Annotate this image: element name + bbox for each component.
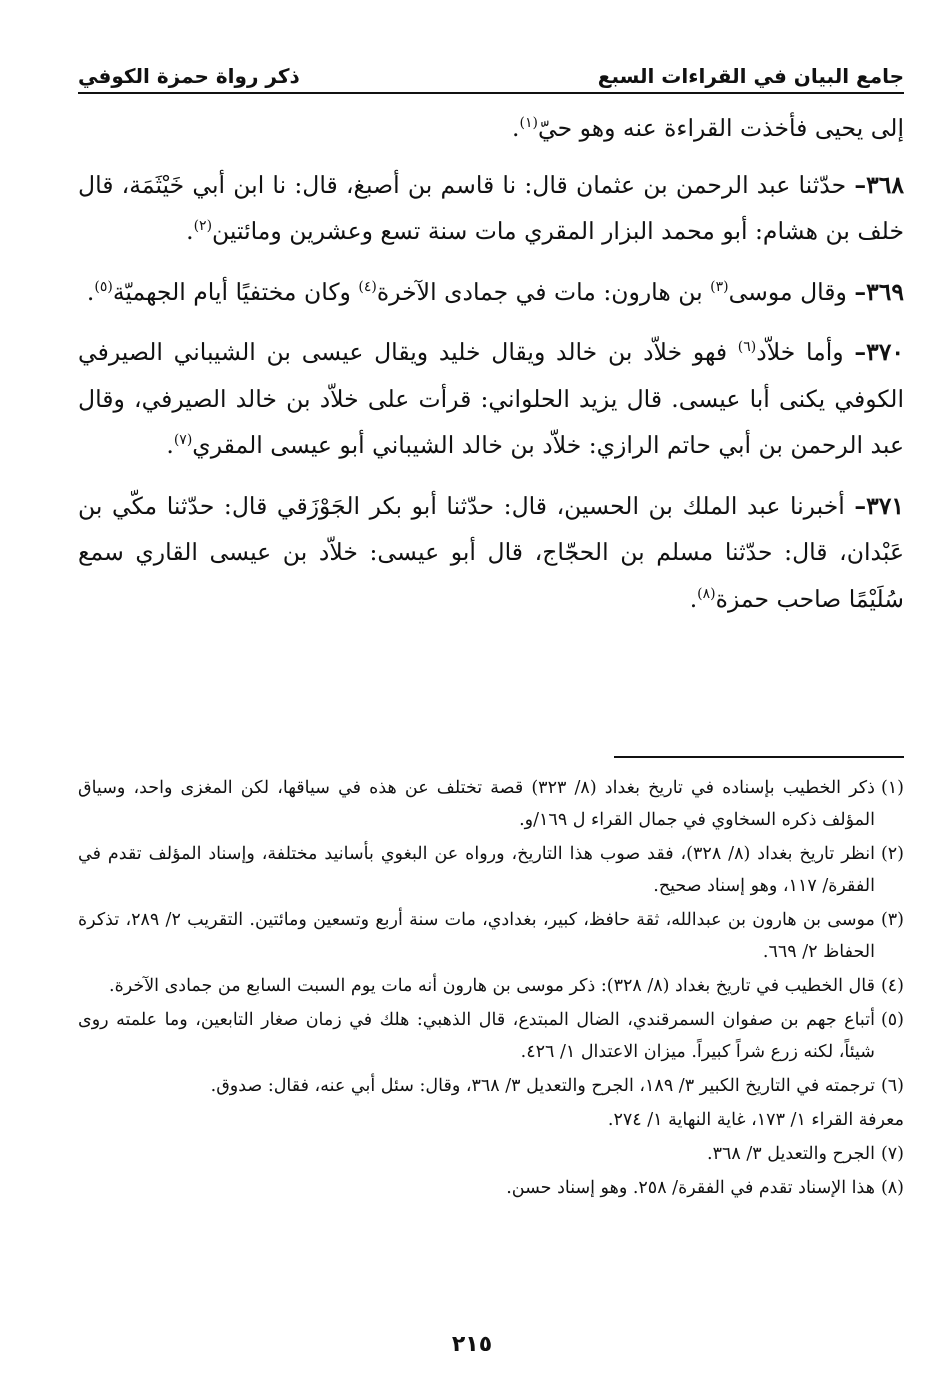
footnote-number: (٣) bbox=[880, 910, 904, 930]
footnote-6-continuation: معرفة القراء ١/ ١٧٣، غاية النهاية ١/ ٢٧٤. bbox=[607, 1110, 904, 1130]
footnote-2 bbox=[78, 838, 904, 902]
paragraph-368 bbox=[78, 162, 904, 255]
page-number: ٢١٥ bbox=[451, 1332, 493, 1357]
footnote-number: (٥) bbox=[880, 1010, 904, 1030]
punctuation: . bbox=[166, 431, 174, 459]
paragraph-text: وقال موسى bbox=[728, 277, 847, 306]
footnote-4 bbox=[78, 970, 904, 1002]
paragraph-text: إلى يحيى فأخذت القراءة عنه وهو حيّ bbox=[537, 114, 904, 142]
punctuation: . bbox=[186, 217, 194, 245]
punctuation: . bbox=[86, 277, 95, 306]
footnote-ref[interactable]: (٣) bbox=[710, 278, 729, 295]
footnote-6 bbox=[78, 1070, 904, 1102]
footnote-7 bbox=[78, 1138, 904, 1170]
footnote-ref[interactable]: (٥) bbox=[94, 278, 113, 295]
header-left-title: ذكر رواة حمزة الكوفي bbox=[78, 64, 300, 88]
paragraph-number: ٣٧١– bbox=[854, 491, 904, 520]
paragraph-number: ٣٦٩– bbox=[854, 277, 904, 306]
footnotes bbox=[78, 772, 904, 1206]
paragraph-369 bbox=[78, 269, 904, 316]
footnote-3 bbox=[78, 904, 904, 968]
footnote-separator bbox=[614, 756, 904, 758]
footnote-number: (٨) bbox=[880, 1178, 904, 1198]
footnote-ref[interactable]: (٤) bbox=[358, 278, 377, 295]
paragraph-text: وأما خلاّد bbox=[756, 338, 844, 366]
footnote-number: (٦) bbox=[880, 1076, 904, 1096]
footnote-ref[interactable]: (٢) bbox=[193, 218, 213, 235]
footnote-ref[interactable]: (٨) bbox=[697, 585, 716, 602]
punctuation: . bbox=[689, 584, 698, 613]
paragraph-text: وكان مختفيًا أيام الجهميّة bbox=[112, 277, 351, 306]
footnote-number: (١) bbox=[880, 778, 904, 798]
main-text bbox=[78, 105, 904, 636]
footnote-ref[interactable]: (٦) bbox=[737, 339, 757, 356]
paragraph-text: أخبرنا عبد الملك بن الحسين، قال: حدّثنا أبو بكر الجَوْزَقي قال: حدّثنا مكّي بن عَبْدان، قال: حدّثنا مسلم بن الحجّاج، قال أبو عيسى: خلاّد بن عيسى القاري سمع سُلَيْمًا صاحب حمزة bbox=[78, 491, 904, 613]
footnote-number: (٢) bbox=[880, 844, 904, 864]
paragraph-number: ٣٧٠– bbox=[854, 338, 904, 366]
footnote-number: (٧) bbox=[880, 1144, 904, 1164]
footnote-text: ترجمته في التاريخ الكبير ٣/ ١٨٩، الجرح والتعديل ٣/ ٣٦٨، وقال: سئل أبي عنه، فقال: صدوق. bbox=[210, 1076, 875, 1096]
paragraph-370 bbox=[78, 329, 904, 469]
paragraph-text: بن هارون: مات في جمادى الآخرة bbox=[376, 277, 703, 306]
paragraph-text: حدّثنا عبد الرحمن بن عثمان قال: نا قاسم بن أصبغ، قال: نا ابن أبي خَيْثَمَة، قال خلف بن هشام: أبو محمد البزار المقري مات سنة تسع وعشرين ومائتين bbox=[78, 170, 904, 245]
paragraph-text: فهو خلاّد بن خالد ويقال خليد ويقال عيسى بن الشيباني الصيرفي الكوفي يكنى أبا عيسى. قال يزيد الحلواني: قرأت على خلاّد بن خالد الصيرفي، وقال عبد الرحمن بن أبي حاتم الرازي: خلاّد بن خالد الشيباني أبو عيسى المقري bbox=[78, 338, 904, 459]
paragraph-371 bbox=[78, 483, 904, 623]
footnote-ref[interactable]: (٧) bbox=[173, 432, 193, 449]
paragraph-number: ٣٦٨– bbox=[854, 170, 904, 199]
footnote-text: قال الخطيب في تاريخ بغداد (٨/ ٣٢٨): ذكر موسى بن هارون أنه مات يوم السبت السابع من جمادى الآخرة. bbox=[109, 976, 875, 996]
running-header bbox=[78, 52, 904, 94]
footnote-text: أتباع جهم بن صفوان السمرقندي، الضال المبتدع، قال الذهبي: هلك في زمان صغار التابعين، وما علمته روى شيئاً، لكنه زرع شراً كبيراً. ميزان الاعتدال ١/ ٤٢٦. bbox=[78, 1010, 875, 1062]
footnote-5 bbox=[78, 1004, 904, 1068]
footnote-ref[interactable]: (١) bbox=[519, 115, 538, 132]
footnote-text: موسى بن هارون بن عبدالله، ثقة حافظ، كبير، بغدادي، مات سنة أربع وتسعين ومائتين. التقريب ٢/ ٢٨٩، تذكرة الحفاظ ٢/ ٦٦٩. bbox=[78, 910, 875, 962]
footnote-text: هذا الإسناد تقدم في الفقرة/ ٢٥٨. وهو إسناد حسن. bbox=[506, 1178, 875, 1198]
footnote-number: (٤) bbox=[880, 976, 904, 996]
footnote-text: انظر تاريخ بغداد (٨/ ٣٢٨)، فقد صوب هذا التاريخ، ورواه عن البغوي بأسانيد مختلفة، وإسناد المؤلف تقدم في الفقرة/ ١١٧، وهو إسناد صحيح. bbox=[78, 844, 875, 896]
footnote-1 bbox=[78, 772, 904, 836]
paragraph-continuation bbox=[78, 105, 904, 152]
header-right-title: جامع البيان في القراءات السبع bbox=[597, 64, 904, 88]
footnote-8 bbox=[78, 1172, 904, 1204]
footnote-text: ذكر الخطيب بإسناده في تاريخ بغداد (٨/ ٣٢٣) قصة تختلف عن هذه في سياقها، لكن المغزى واحد، وسياق المؤلف ذكره السخاوي في جمال القراء ل ١٦٩/و. bbox=[78, 778, 875, 830]
punctuation: . bbox=[512, 114, 520, 142]
footnote-text: الجرح والتعديل ٣/ ٣٦٨. bbox=[707, 1144, 875, 1164]
